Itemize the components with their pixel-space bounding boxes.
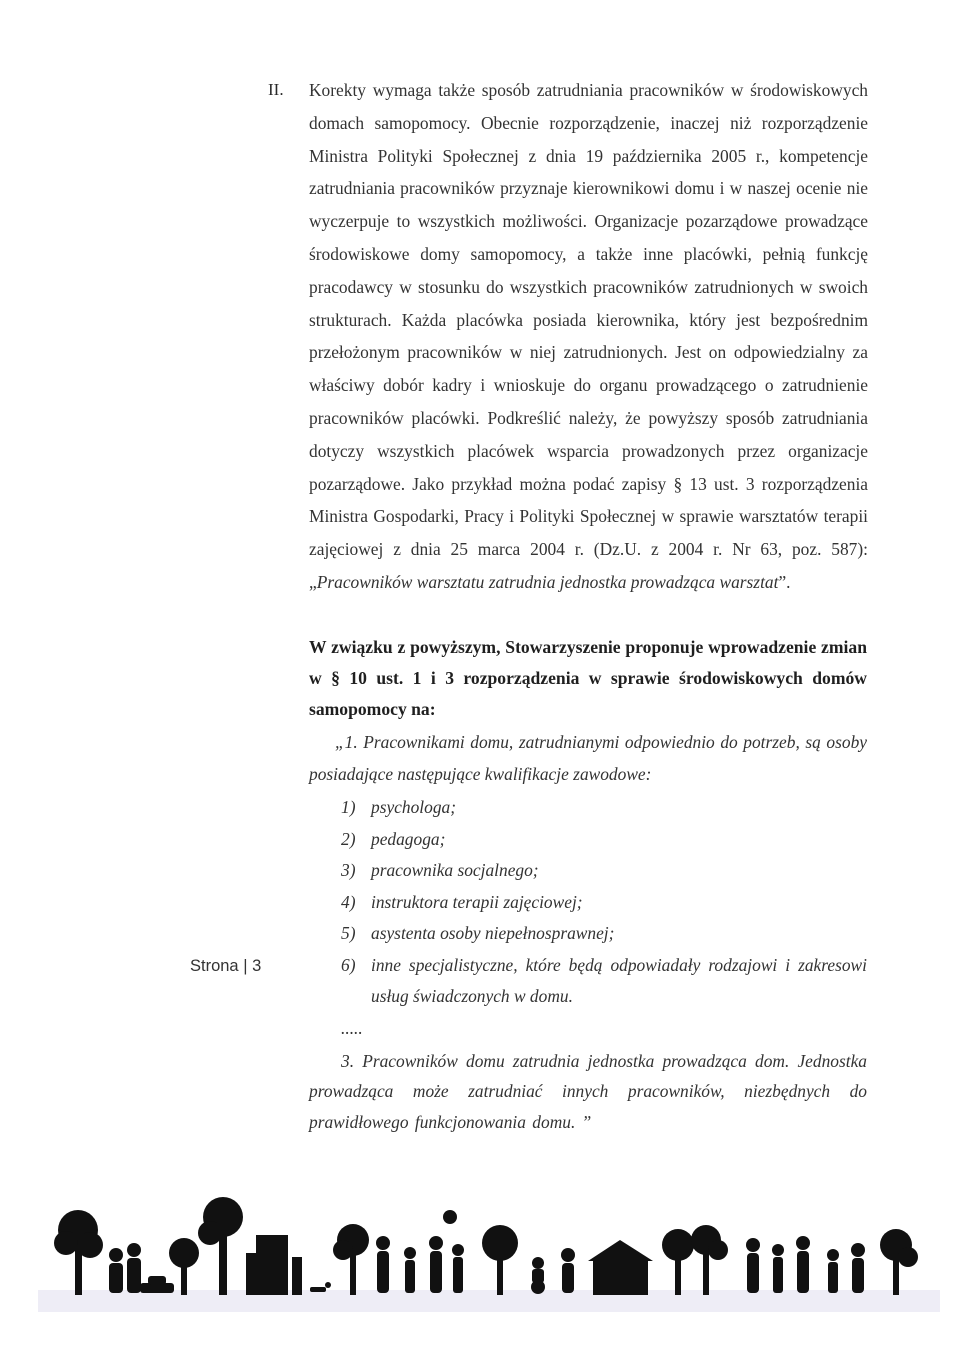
list-item-text: inne specjalistyczne, które będą odpowiadały rodzajowi i zakresowi usług świadczonych w domu. xyxy=(371,954,867,1006)
list-item-number: 4) xyxy=(341,891,356,912)
list-item xyxy=(309,792,867,824)
list-item-text: pedagoga; xyxy=(371,828,446,849)
ground-band xyxy=(38,1290,940,1312)
list-item xyxy=(309,887,867,919)
community-silhouette-illustration xyxy=(38,1195,940,1317)
proposed-wording xyxy=(309,727,867,1137)
list-item xyxy=(309,950,867,1013)
omission-ellipsis: ..... xyxy=(341,1017,363,1038)
paragraph-text: Korekty wymaga także sposób zatrudniania pracowników w środowiskowych domach samopomocy. Obecnie rozporządzenie, inaczej niż rozporządzenie Ministra Polityki Społecznej z dnia 19 października 2005 r., kompetencje zatrudniania pracowników przyznaje kierownikowi domu i w naszej ocenie nie wyczerpuje to wszystkich możliwości. Organizacje pozarządowe prowadzące środowiskowe domy samopomocy, a także inne placówki, pełnią funkcję pracodawcy w stosunku do wszystkich pracowników zatrudnionych w swoich strukturach. Każda placówka posiada kierownika, który jest bezpośrednim przełożonym pracowników w niej zatrudnionych. Jest on odpowiedzialny za właściwy dobór kadry i wnioskuje do organu prowadzącego o zatrudnienie pracowników placówki. Podkreślić należy, że powyższy sposób zatrudniania dotyczy wszystkich placówek wsparcia prowadzonych przez organizacje pozarządowe. Jako przykład można podać zapisy § 13 ust. 3 rozporządzenia Ministra Gospodarki, Pracy i Polityki Społecznej w sprawie warsztatów terapii zajęciowej z dnia 25 marca 2004 r. (Dz.U. z 2004 r. Nr 63, poz. 587): „ xyxy=(309,80,868,592)
point-3-text: 3. Pracowników domu zatrudnia jednostka prowadząca dom. Jednostka prowadząca może zatrudniać innych pracowników, niezbędnych do prawidłowego funkcjonowania domu. ” xyxy=(309,1050,867,1132)
list-item xyxy=(309,824,867,856)
list-item-text: pracownika socjalnego; xyxy=(371,860,539,880)
list-item-number: 6) xyxy=(341,954,356,975)
list-item xyxy=(309,855,867,887)
silhouettes xyxy=(54,1197,918,1295)
list-item-text: asystenta osoby niepełnosprawnej; xyxy=(371,923,615,943)
list-item-text: instruktora terapii zajęciowej; xyxy=(371,891,583,912)
regulation-quote: Pracowników warsztatu zatrudnia jednostka prowadząca warsztat xyxy=(316,571,779,592)
list-item-number: 1) xyxy=(341,797,356,817)
list-item-text: psychologa; xyxy=(371,797,457,817)
point-1-intro: „1. Pracownikami domu, zatrudnianymi odpowiednio do potrzeb, są osoby posiadające następujące kwalifikacje zawodowe: xyxy=(309,732,867,784)
section-ii xyxy=(268,74,868,599)
section-number: II. xyxy=(268,80,284,99)
list-item xyxy=(309,918,867,950)
qualifications-list xyxy=(309,792,867,1013)
proposal-paragraph: W związku z powyższym, Stowarzyszenie proponuje wprowadzenie zmian w § 10 ust. 1 i 3 rozporządzenia w sprawie środowiskowych domów samopomocy na: xyxy=(309,637,867,719)
list-item-number: 3) xyxy=(341,860,356,880)
section-paragraph xyxy=(309,74,868,599)
list-item-number: 5) xyxy=(341,923,356,943)
list-item-number: 2) xyxy=(341,828,356,849)
paragraph-closing: ”. xyxy=(778,571,791,592)
page-number: Strona | 3 xyxy=(190,957,262,975)
